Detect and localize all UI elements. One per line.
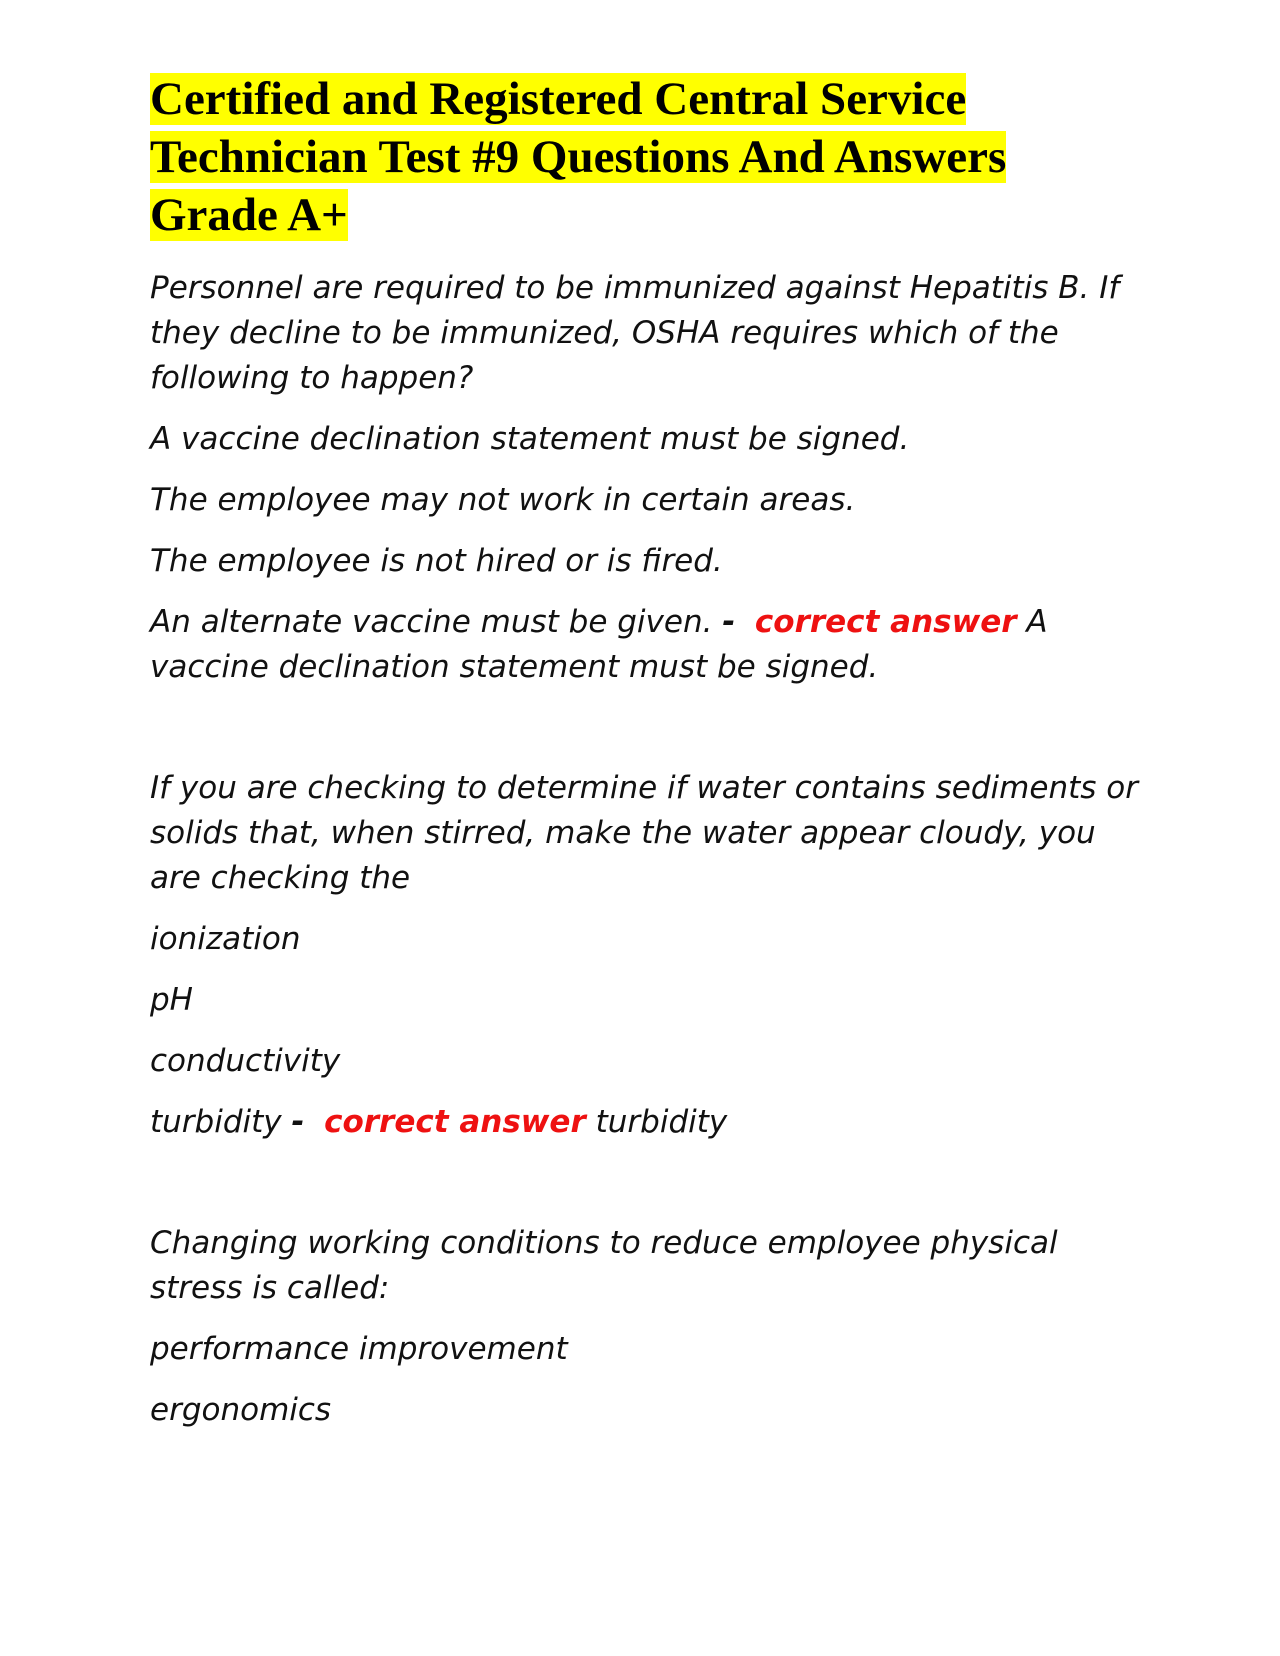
- correct-answer-label: correct answer: [754, 604, 1017, 640]
- question-2-answer: turbidity: [595, 1104, 728, 1140]
- document-title: [150, 70, 1140, 244]
- question-spacer: [150, 1161, 1140, 1221]
- question-1-answer: A vaccine declination statement must be signed.: [150, 604, 1048, 685]
- document-page: [150, 70, 1140, 1449]
- question-1-option-c: The employee is not hired or is fired.: [150, 543, 723, 579]
- question-3-option-b: ergonomics: [150, 1392, 332, 1428]
- question-1-option-b: The employee may not work in certain areas.: [150, 482, 856, 518]
- title-highlight: Certified and Registered Central Service Technician Test #9 Questions And Answers Grade A+: [150, 73, 1007, 241]
- answer-separator: -: [722, 604, 736, 640]
- question-1-option-d: An alternate vaccine must be given.: [150, 604, 713, 640]
- question-1-option-a: A vaccine declination statement must be signed.: [150, 421, 910, 457]
- question-1-prompt: Personnel are required to be immunized against Hepatitis B. If they decline to be immunized, OSHA requires which of the following to happen?: [150, 270, 1120, 396]
- correct-answer-label: correct answer: [324, 1104, 586, 1140]
- question-spacer: [150, 706, 1140, 766]
- question-3-prompt: Changing working conditions to reduce employee physical stress is called:: [150, 1225, 1058, 1306]
- question-3-option-a: performance improvement: [150, 1331, 568, 1367]
- question-1-answer-line: [150, 600, 1140, 690]
- question-2-option-d: turbidity: [150, 1104, 282, 1140]
- question-2-option-b: pH: [150, 982, 193, 1018]
- question-2-option-a: ionization: [150, 921, 301, 957]
- question-2-answer-line: [150, 1100, 1140, 1145]
- answer-separator: -: [291, 1104, 305, 1140]
- question-2-prompt: If you are checking to determine if water contains sediments or solids that, when stirred, make the water appear cloudy, you are checking the: [150, 770, 1138, 896]
- question-2-option-c: conductivity: [150, 1043, 341, 1079]
